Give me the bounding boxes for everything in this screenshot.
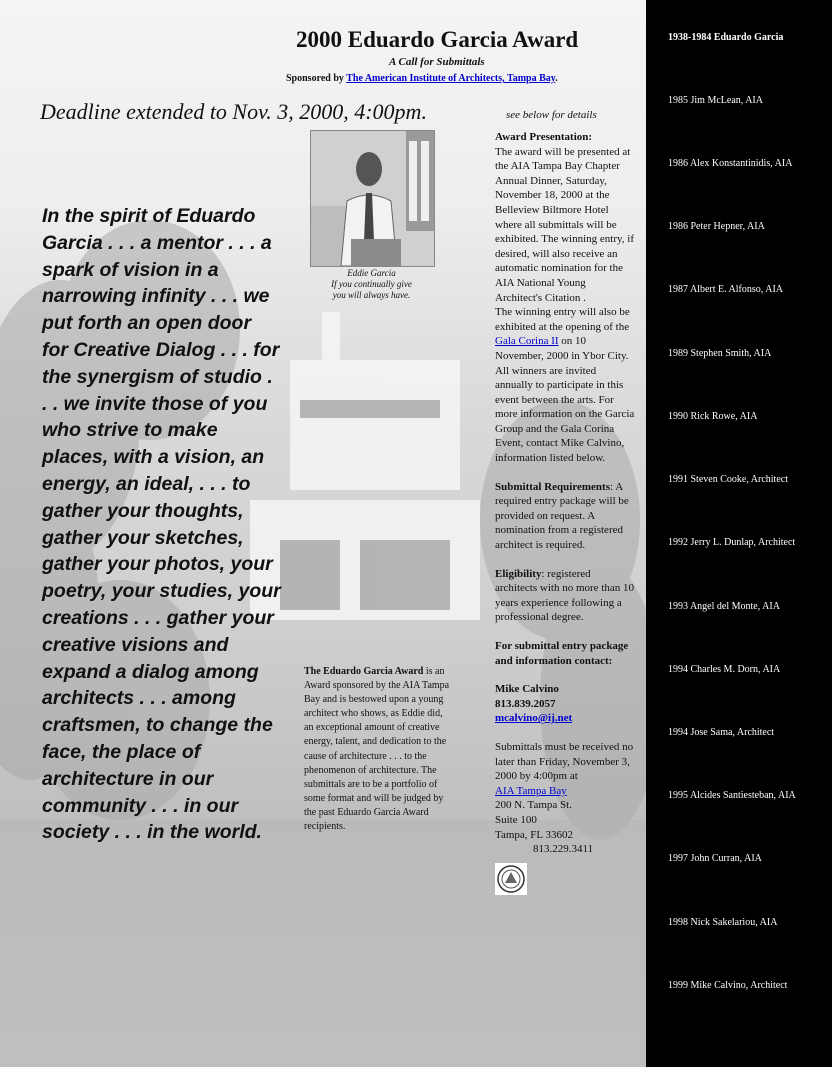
address-phone: 813.229.3411 (533, 843, 594, 856)
eddie-garcia-portrait (310, 130, 435, 267)
caption-quote-line-2: you will always have. (332, 290, 411, 300)
contact-name: Mike Calvino (495, 683, 559, 696)
winner-item: 1999 Mike Calvino, Architect (668, 980, 788, 991)
presentation-heading: Award Presentation: (495, 131, 593, 143)
winner-item: 1994 Jose Sama, Architect (668, 727, 775, 738)
deadline-details-note: see below for details (506, 109, 597, 121)
caption-quote-line-1: If you continually give (331, 279, 412, 289)
address-line-3: Tampa, FL 33602 (495, 828, 573, 841)
portrait-caption (310, 268, 433, 301)
aia-tampa-bay-address-link[interactable]: AIA Tampa Bay (495, 784, 567, 797)
winner-item: 1990 Rick Rowe, AIA (668, 411, 758, 422)
address-line-1: 200 N. Tampa St. (495, 799, 572, 812)
winner-item: 1997 John Curran, AIA (668, 853, 762, 864)
winner-item: 1994 Charles M. Dorn, AIA (668, 664, 781, 675)
award-description-body: is an Award sponsored by the AIA Tampa Bay and is bestowed upon a young architect who shows, as Eddie did, an exceptional amount of creative energy, talent, and dedication to the cause of architecture . . . to the phenomenon of architecture. The submittals are to be a portfolio of some format and will be judged by the past Eduardo Garcia Award recipients. (304, 666, 450, 833)
winner-item: 1986 Peter Hepner, AIA (668, 221, 765, 232)
exhibit-prefix: The winning entry will also be exhibited at the opening of the (495, 306, 630, 333)
deadline-notice: Deadline extended to Nov. 3, 2000, 4:00pm. (40, 99, 427, 124)
eligibility-heading: Eligibility (495, 567, 542, 580)
page-subtitle: A Call for Submittals (389, 56, 485, 68)
contact-heading: For submittal entry package and information contact: (495, 640, 629, 667)
award-description (304, 665, 454, 834)
sponsor-prefix: Sponsored by (286, 73, 347, 84)
requirements-body: : A required entry package will be provided on request. A nomination from a registered architect is required. (495, 480, 629, 552)
contact-phone: 813.839.2057 (495, 697, 556, 710)
spirit-statement: In the spirit of Eduardo Garcia . . . a mentor . . . a spark of vision in a narrowing infinity . . . we put forth an open door for Creative Dialog . . . for the synergism of studio . . . we invite those of you who strive to make places, with a vision, an energy, an ideal, . . . to gather your thoughts, gather your sketches, gather your photos, your poetry, your studies, your creations . . . gather your creative visions and expand a dialog among architects . . . among craftsmen, to change the face, the place of architecture in our community . . . in our society . . . in the world. (42, 205, 281, 844)
sponsor-line (286, 73, 558, 84)
submittal-receipt: Submittals must be received no later than Friday, November 3, 2000 by 4:00pm at (495, 740, 634, 783)
presentation-body: The award will be presented at the AIA Tampa Bay Chapter Annual Dinner, Saturday, November 18, 2000 at the Belleview Biltmore Hotel where all submittals will be exhibited. The winning entry, if desired, will also receive an automatic nomination for the AIA National Young Architect's Citation . (495, 145, 634, 304)
details-column (495, 130, 635, 895)
winner-item: 1986 Alex Konstantinidis, AIA (668, 158, 793, 169)
address-line-2: Suite 100 (495, 813, 537, 826)
aia-seal-icon (495, 863, 527, 895)
winner-item: 1995 Alcides Santiesteban, AIA (668, 790, 796, 801)
winner-item: 1993 Angel del Monte, AIA (668, 601, 780, 612)
exhibit-suffix: on 10 November, 2000 in Ybor City. All winners are invited annually to participate in this event between the arts. For more information on the Garcia Group and the Gala Corina Event, contact Mike Calvino, information listed below. (495, 335, 635, 465)
gala-corina-link[interactable]: Gala Corina II (495, 335, 559, 348)
award-description-heading: The Eduardo Garcia Award (304, 666, 424, 677)
winner-item: 1998 Nick Sakelariou, AIA (668, 917, 778, 928)
contact-email-link[interactable]: mcalvino@ij.net (495, 712, 573, 725)
aia-tampa-bay-link[interactable]: The American Institute of Architects, Tampa Bay (346, 73, 556, 84)
eligibility-body: : registered architects with no more than 10 years experience following a professional degree. (495, 567, 634, 624)
winner-item: 1985 Jim McLean, AIA (668, 95, 763, 106)
sponsor-suffix: . (555, 73, 558, 84)
winner-item: 1992 Jerry L. Dunlap, Architect (668, 537, 796, 548)
page-title: 2000 Eduardo Garcia Award (296, 27, 579, 52)
winner-item: 1938-1984 Eduardo Garcia (668, 32, 784, 43)
winner-item: 1991 Steven Cooke, Architect (668, 474, 788, 485)
winner-item: 1989 Stephen Smith, AIA (668, 348, 772, 359)
caption-name: Eddie Garcia (347, 268, 396, 278)
winner-item: 1987 Albert E. Alfonso, AIA (668, 284, 783, 295)
requirements-heading: Submittal Requirements (495, 480, 610, 493)
